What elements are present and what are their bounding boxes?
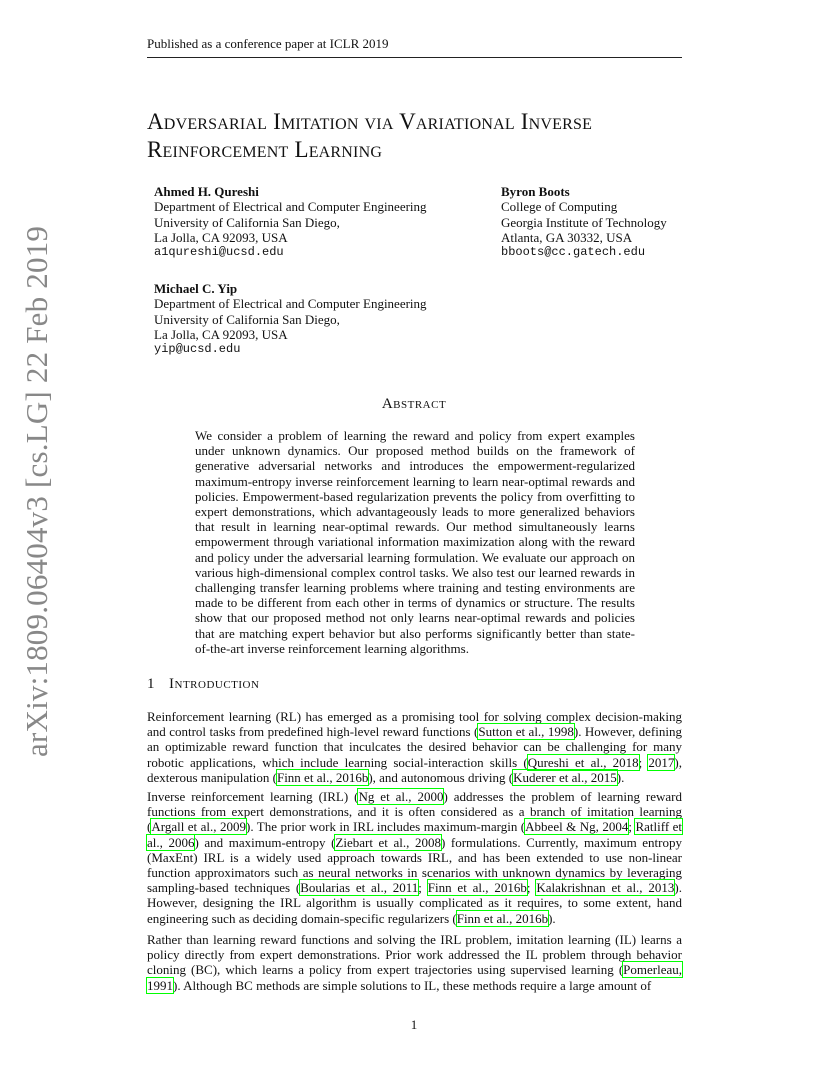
intro-paragraph-3 (147, 932, 682, 993)
citation-link[interactable]: Finn et al., 2016b (276, 769, 369, 785)
text-run: Rather than learning reward functions and solving the IRL problem, imitation learning (IL) learns a policy directly from expert demonstrations. Prior work addressed the IL problem through behavior cloning (BC), which learns a policy from expert trajectories using supervised learning ( (147, 932, 682, 978)
text-run: ) addresses the problem of learning reward functions from expert demonstrations, and it is often considered as a branch of imitation learning ( (147, 789, 683, 835)
text-run: Reinforcement learning (RL) has emerged as a promising tool for solving complex decision-making and control tasks from predefined high-level reward functions ( (147, 709, 682, 740)
citation-link[interactable]: Abbeel & Ng, 2004 (525, 819, 629, 835)
author-address: Atlanta, GA 30332, USA (501, 229, 633, 245)
citation-link[interactable]: Kalakrishnan et al., 2013 (536, 880, 675, 896)
text-run: ). However, defining an optimizable reward function that inculcates the desired behavior can be challenging for many robotic applications, which include learning social-interaction skills ( (147, 724, 682, 770)
intro-paragraph-1 (147, 709, 682, 785)
title-line-2: Reinforcement Learning (147, 137, 383, 162)
citation-link[interactable]: Ziebart et al., 2008 (335, 834, 441, 850)
citation-link[interactable]: Qureshi et al., 2018 (527, 754, 639, 770)
author-address: La Jolla, CA 92093, USA (154, 326, 288, 342)
title-line-1: Adversarial Imitation via Variational Inverse (147, 109, 593, 134)
section-heading-introduction (147, 676, 259, 693)
abstract-heading: Abstract (381, 396, 447, 412)
arxiv-identifier[interactable]: arXiv:1809.06404v3 [cs.LG] 22 Feb 2019 (19, 225, 54, 757)
author-email[interactable]: a1qureshi@ucsd.edu (154, 245, 284, 260)
author-department: Department of Electrical and Computer Engineering (154, 199, 427, 215)
text-run: ) formulations. Currently, maximum entropy (MaxEnt) IRL is a widely used approach towards IRL, and has been extended to use non-linear function approximators such as neural networks in scenarios with unknown dynamics by leveraging sampling-based techniques ( (147, 834, 682, 896)
text-run: ; (526, 880, 537, 896)
author-block-boots (501, 184, 667, 260)
author-department: Department of Electrical and Computer Engineering (154, 296, 427, 312)
citation-link[interactable]: Argall et al., 2009 (151, 819, 246, 835)
author-name: Michael C. Yip (154, 281, 238, 296)
text-run: ). However, designing the IRL algorithm is usually complicated as it requires, to some extent, hand engineering such as deciding domain-specific regularizers ( (147, 880, 682, 926)
text-run: ; (638, 754, 649, 770)
author-block-yip (154, 281, 427, 357)
citation-link[interactable]: Kuderer et al., 2015 (513, 769, 617, 785)
citation-link[interactable]: Pomerleau, 1991 (147, 962, 682, 993)
running-head: Published as a conference paper at ICLR 2019 (147, 36, 682, 58)
text-run: ). The prior work in IRL includes maximum-margin ( (246, 819, 526, 835)
abstract-text: We consider a problem of learning the reward and policy from expert examples under unknown dynamics. Our proposed method builds on the framework of generative adversarial networks and introduces the empowerment-regularized maximum-entropy inverse reinforcement learning to learn near-optimal rewards and policies. Empowerment-based regularization prevents the policy from overfitting to expert demonstrations, which advantageously leads to more generalized behaviors that result in learning near-optimal rewards. Our method simultaneously learns empowerment through variational information maximization along with the reward and policy under the adversarial learning formulation. We evaluate our approach on various high-dimensional complex control tasks. We also test our learned rewards in challenging transfer learning problems where training and testing environments are made to be different from each other in terms of dynamics or structure. The results show that our proposed method not only learns near-optimal rewards and policies that are matching expert behavior but also performs significantly better than state-of-the-art inverse reinforcement learning algorithms. (195, 428, 635, 656)
text-run: ), and autonomous driving ( (368, 769, 514, 785)
text-run: ; (418, 880, 428, 896)
citation-link[interactable]: Sutton et al., 1998 (478, 724, 574, 740)
author-name: Ahmed H. Qureshi (154, 184, 259, 199)
citation-link[interactable]: Ng et al., 2000 (358, 789, 444, 804)
author-name: Byron Boots (501, 184, 570, 199)
author-department: College of Computing (501, 199, 618, 215)
text-run: ; (628, 819, 636, 835)
text-run: ). (616, 769, 625, 785)
section-number: 1 (147, 676, 155, 692)
citation-link[interactable]: Finn et al., 2016b (427, 880, 527, 896)
paper-title (147, 108, 707, 164)
page-number: 1 (410, 1017, 418, 1032)
text-run: Inverse reinforcement learning (IRL) ( (147, 789, 359, 804)
author-block-qureshi (154, 184, 427, 260)
citation-link[interactable]: Ratliff et al., 2006 (147, 819, 683, 850)
author-email[interactable]: bboots@cc.gatech.edu (501, 245, 646, 260)
citation-link[interactable]: Boularias et al., 2011 (300, 880, 419, 896)
section-title: Introduction (169, 676, 260, 692)
citation-link[interactable]: 2017 (648, 754, 675, 770)
citation-link[interactable]: Finn et al., 2016b (456, 910, 549, 926)
text-run: ), dexterous manipulation ( (147, 754, 682, 785)
author-institution: University of California San Diego, (154, 311, 340, 327)
intro-paragraph-2 (147, 789, 682, 926)
text-run: ). (548, 910, 556, 926)
author-institution: University of California San Diego, (154, 214, 340, 230)
author-address: La Jolla, CA 92093, USA (154, 229, 288, 245)
text-run: ). Although BC methods are simple solutions to IL, these methods require a large amount of (173, 977, 652, 993)
author-institution: Georgia Institute of Technology (501, 214, 667, 230)
text-run: ) and maximum-entropy ( (194, 834, 336, 850)
author-email[interactable]: yip@ucsd.edu (154, 342, 241, 357)
